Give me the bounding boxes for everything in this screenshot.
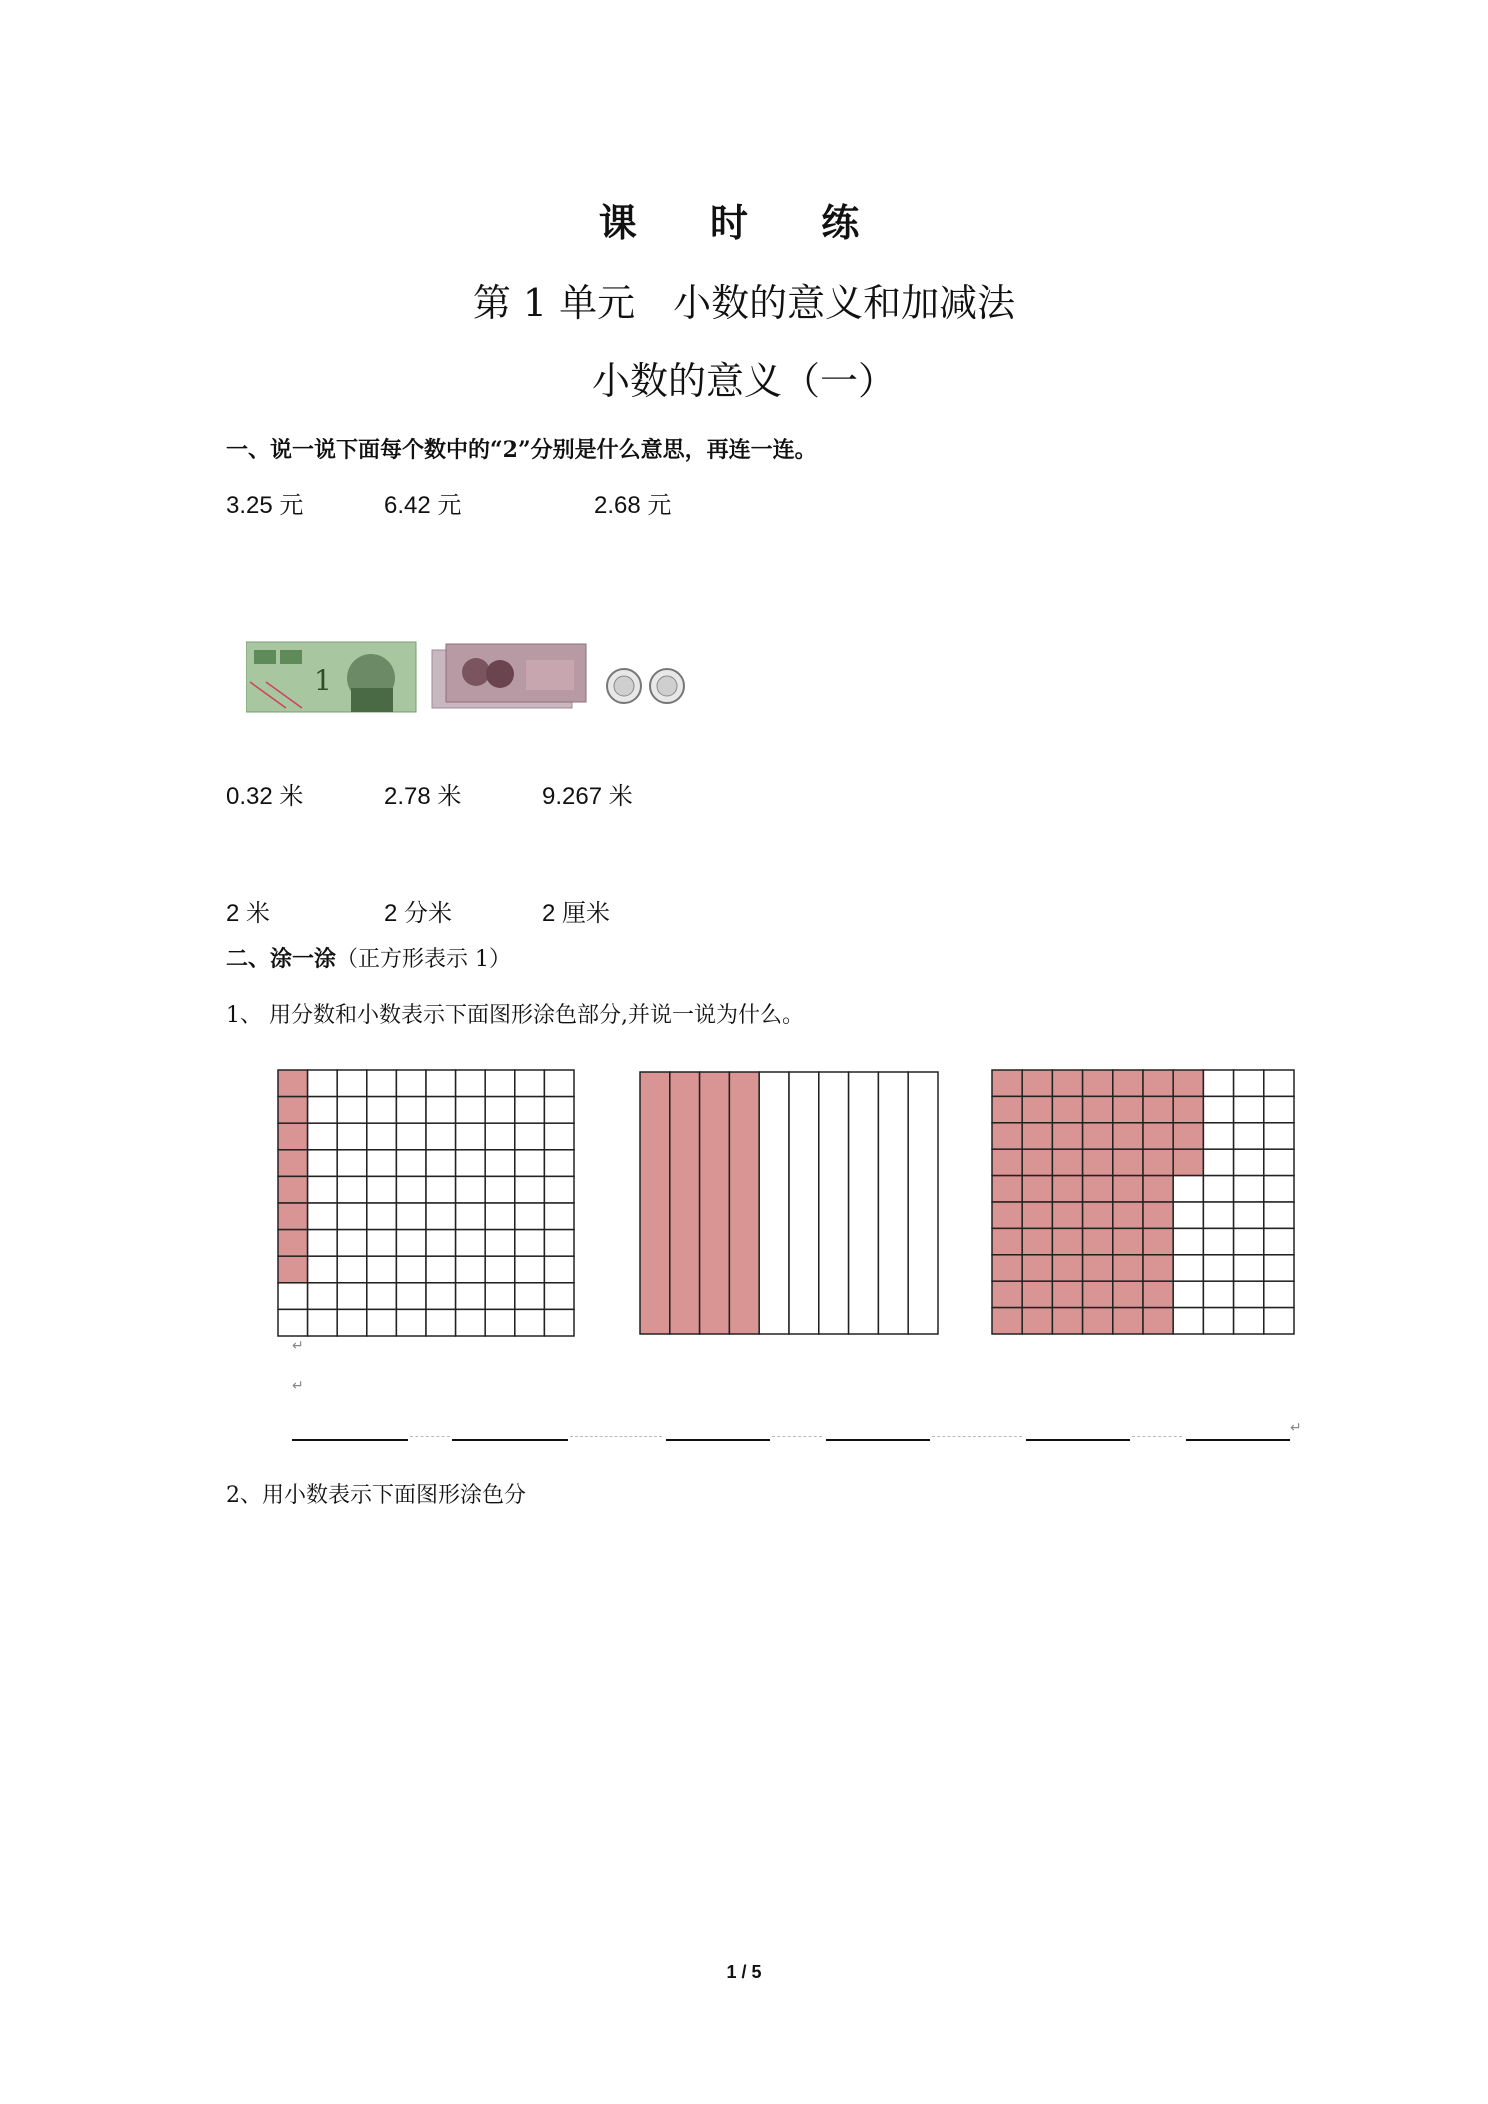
grid-cell	[1052, 1070, 1082, 1096]
grid-cell	[426, 1176, 456, 1203]
grid-cell	[1113, 1202, 1143, 1228]
grid-cell	[1264, 1202, 1294, 1228]
grid-cell	[1083, 1176, 1113, 1202]
grid-cell	[456, 1230, 486, 1257]
strip-cell	[819, 1072, 849, 1334]
grid-cell	[278, 1230, 308, 1257]
grid-cell	[1143, 1096, 1173, 1122]
grid-cell	[1203, 1308, 1233, 1334]
grid-cell	[1234, 1176, 1264, 1202]
dotted-leader	[410, 1436, 450, 1437]
grid-cell	[1203, 1228, 1233, 1254]
grid-cell	[367, 1176, 397, 1203]
answer-blank-2[interactable]	[452, 1438, 568, 1441]
grid-figure-3	[992, 1070, 1294, 1334]
grid-cell	[278, 1309, 308, 1336]
grid-cell	[456, 1097, 486, 1124]
dotted-leader	[932, 1436, 1022, 1437]
grid-cell	[485, 1070, 515, 1097]
grid-cell	[992, 1176, 1022, 1202]
grid-cell	[992, 1149, 1022, 1175]
grid-cell	[1083, 1202, 1113, 1228]
grid-cell	[396, 1309, 426, 1336]
answer-blank-5[interactable]	[1026, 1438, 1130, 1441]
grid-cell	[992, 1308, 1022, 1334]
grid-cell	[337, 1256, 367, 1283]
grid-cell	[1173, 1149, 1203, 1175]
grid-cell	[396, 1203, 426, 1230]
grid-cell	[426, 1203, 456, 1230]
grid-cell	[1264, 1281, 1294, 1307]
grid-cell	[1173, 1096, 1203, 1122]
grid-cell	[1264, 1123, 1294, 1149]
grid-cell	[456, 1256, 486, 1283]
page-title: 课 时 练	[598, 200, 890, 245]
grid-cell	[1264, 1096, 1294, 1122]
grid-cell	[396, 1176, 426, 1203]
grid-cell	[1083, 1070, 1113, 1096]
question-1: 1、 用分数和小数表示下面图形涂色部分,并说一说为什么。	[226, 1003, 804, 1028]
grid-cell	[367, 1203, 397, 1230]
strip-cell	[878, 1072, 908, 1334]
grid-cell	[992, 1281, 1022, 1307]
dotted-leader	[772, 1436, 822, 1437]
grid-cell	[1052, 1176, 1082, 1202]
answer-blank-3[interactable]	[666, 1438, 770, 1441]
grid-cell	[992, 1070, 1022, 1096]
grid-cell	[456, 1070, 486, 1097]
grid-cell	[1143, 1176, 1173, 1202]
unit-value-2: 2 分米	[384, 900, 453, 927]
grid-cell	[992, 1096, 1022, 1122]
grid-cell	[992, 1202, 1022, 1228]
grid-cell	[308, 1123, 338, 1150]
grid-cell	[367, 1230, 397, 1257]
grid-cell	[367, 1309, 397, 1336]
grid-cell	[1113, 1176, 1143, 1202]
grid-cell	[1234, 1123, 1264, 1149]
answer-blank-6[interactable]	[1186, 1438, 1290, 1441]
grid-cell	[485, 1256, 515, 1283]
grid-cell	[1143, 1255, 1173, 1281]
lesson-title: 小数的意义（一）	[591, 359, 896, 403]
grid-cell	[544, 1097, 574, 1124]
grid-cell	[515, 1097, 545, 1124]
grid-cell	[515, 1283, 545, 1310]
grid-cell	[308, 1309, 338, 1336]
grid-cell	[1234, 1281, 1264, 1307]
length-value-3: 9.267 米	[542, 783, 633, 810]
grid-cell	[485, 1097, 515, 1124]
grid-cell	[515, 1123, 545, 1150]
grid-cell	[485, 1203, 515, 1230]
grid-cell	[1143, 1123, 1173, 1149]
grid-cell	[1083, 1255, 1113, 1281]
grid-cell	[515, 1150, 545, 1177]
grid-cell	[1203, 1176, 1233, 1202]
grid-cell	[1143, 1070, 1173, 1096]
grid-cell	[1113, 1123, 1143, 1149]
grid-cell	[515, 1176, 545, 1203]
grid-cell	[308, 1203, 338, 1230]
length-value-2: 2.78 米	[384, 783, 462, 810]
grid-cell	[544, 1176, 574, 1203]
grid-cell	[515, 1070, 545, 1097]
grid-cell	[1264, 1228, 1294, 1254]
grid-cell	[456, 1150, 486, 1177]
money-value-2: 6.42 元	[384, 492, 462, 519]
question-2: 2、用小数表示下面图形涂色分	[226, 1483, 526, 1508]
grid-cell	[1083, 1228, 1113, 1254]
grid-cell	[992, 1228, 1022, 1254]
grid-cell	[1113, 1070, 1143, 1096]
grid-cell	[1173, 1123, 1203, 1149]
grid-cell	[426, 1230, 456, 1257]
grid-cell	[1173, 1070, 1203, 1096]
grid-cell	[337, 1123, 367, 1150]
grid-cell	[1113, 1308, 1143, 1334]
strip-cell	[729, 1072, 759, 1334]
answer-blank-1[interactable]	[292, 1438, 408, 1441]
grid-cell	[1052, 1228, 1082, 1254]
grid-cell	[337, 1309, 367, 1336]
grid-cell	[396, 1150, 426, 1177]
grid-cell	[1143, 1228, 1173, 1254]
grid-cell	[1052, 1202, 1082, 1228]
grid-cell	[308, 1097, 338, 1124]
strip-figure-2	[640, 1072, 938, 1334]
strip-cell	[908, 1072, 938, 1334]
grid-cell	[367, 1256, 397, 1283]
grid-cell	[485, 1230, 515, 1257]
grid-cell	[1234, 1308, 1264, 1334]
grid-cell	[1173, 1255, 1203, 1281]
grid-cell	[544, 1230, 574, 1257]
grid-cell	[426, 1097, 456, 1124]
grid-cell	[308, 1256, 338, 1283]
grid-cell	[544, 1070, 574, 1097]
grid-cell	[278, 1256, 308, 1283]
grid-cell	[1113, 1228, 1143, 1254]
grid-cell	[515, 1230, 545, 1257]
grid-cell	[1264, 1308, 1294, 1334]
grid-cell	[1022, 1202, 1052, 1228]
grid-cell	[1143, 1202, 1173, 1228]
strip-cell	[849, 1072, 879, 1334]
grid-cell	[515, 1203, 545, 1230]
grid-cell	[1052, 1308, 1082, 1334]
grid-cell	[1234, 1202, 1264, 1228]
page-number: 1 / 5	[726, 1962, 762, 1982]
grid-cell	[1022, 1228, 1052, 1254]
unit-value-1: 2 米	[226, 900, 271, 927]
grid-cell	[1022, 1255, 1052, 1281]
grid-cell	[515, 1256, 545, 1283]
grid-cell	[1022, 1123, 1052, 1149]
grid-cell	[1234, 1255, 1264, 1281]
grid-cell	[1264, 1176, 1294, 1202]
svg-text:1: 1	[314, 664, 332, 697]
grid-cell	[456, 1203, 486, 1230]
grid-cell	[337, 1097, 367, 1124]
grid-cell	[1143, 1281, 1173, 1307]
length-value-1: 0.32 米	[226, 783, 304, 810]
grid-cell	[1203, 1096, 1233, 1122]
grid-cell	[426, 1309, 456, 1336]
grid-figure-1	[278, 1070, 574, 1336]
strip-cell	[640, 1072, 670, 1334]
grid-cell	[278, 1150, 308, 1177]
grid-cell	[396, 1256, 426, 1283]
section2-heading-note: （正方形表示 1）	[336, 947, 512, 972]
grid-cell	[1022, 1070, 1052, 1096]
grid-cell	[367, 1283, 397, 1310]
grid-cell	[278, 1097, 308, 1124]
grid-cell	[278, 1070, 308, 1097]
strip-cell	[670, 1072, 700, 1334]
grid-cell	[396, 1283, 426, 1310]
grid-cell	[337, 1070, 367, 1097]
grid-cell	[308, 1230, 338, 1257]
grid-cell	[1052, 1096, 1082, 1122]
section2-heading-bold: 二、涂一涂	[226, 946, 337, 972]
grid-cell	[337, 1203, 367, 1230]
grid-cell	[1234, 1149, 1264, 1175]
grid-cell	[485, 1123, 515, 1150]
grid-cell	[426, 1150, 456, 1177]
grid-cell	[1234, 1070, 1264, 1096]
grid-cell	[337, 1230, 367, 1257]
unit-title: 第 1 单元 小数的意义和加减法	[472, 281, 1016, 325]
grid-cell	[1113, 1255, 1143, 1281]
grid-cell	[367, 1150, 397, 1177]
grid-cell	[1083, 1149, 1113, 1175]
grid-cell	[544, 1309, 574, 1336]
grid-cell	[544, 1150, 574, 1177]
grid-cell	[1203, 1070, 1233, 1096]
money-value-1: 3.25 元	[226, 492, 304, 519]
grid-cell	[1083, 1123, 1113, 1149]
grid-cell	[1203, 1202, 1233, 1228]
grid-cell	[1052, 1255, 1082, 1281]
grid-cell	[396, 1097, 426, 1124]
dotted-leader	[1132, 1436, 1182, 1437]
grid-cell	[278, 1123, 308, 1150]
dotted-leader	[570, 1436, 662, 1437]
grid-cell	[426, 1256, 456, 1283]
grid-cell	[1264, 1149, 1294, 1175]
grid-cell	[426, 1070, 456, 1097]
grid-cell	[396, 1230, 426, 1257]
return-mark-icon: ↵	[1290, 1420, 1302, 1436]
grid-cell	[396, 1070, 426, 1097]
grid-cell	[515, 1309, 545, 1336]
grid-cell	[367, 1123, 397, 1150]
grid-cell	[1022, 1176, 1052, 1202]
grid-cell	[1083, 1096, 1113, 1122]
grid-cell	[544, 1203, 574, 1230]
grid-cell	[1113, 1281, 1143, 1307]
grid-cell	[278, 1203, 308, 1230]
grid-cell	[1113, 1149, 1143, 1175]
grid-cell	[1203, 1255, 1233, 1281]
grid-cell	[544, 1256, 574, 1283]
return-mark-icon: ↵	[292, 1338, 304, 1354]
grid-cell	[1173, 1202, 1203, 1228]
grid-cell	[1052, 1123, 1082, 1149]
grid-cell	[1022, 1308, 1052, 1334]
grid-cell	[1264, 1255, 1294, 1281]
grid-cell	[337, 1176, 367, 1203]
grid-cell	[1234, 1228, 1264, 1254]
grid-cell	[308, 1070, 338, 1097]
grid-cell	[485, 1176, 515, 1203]
grid-cell	[426, 1283, 456, 1310]
grid-cell	[1052, 1149, 1082, 1175]
return-mark-icon: ↵	[292, 1378, 304, 1394]
grid-cell	[456, 1123, 486, 1150]
grid-cell	[396, 1123, 426, 1150]
strip-cell	[789, 1072, 819, 1334]
grid-cell	[1022, 1096, 1052, 1122]
grid-cell	[426, 1123, 456, 1150]
grid-cell	[308, 1150, 338, 1177]
grid-cell	[308, 1283, 338, 1310]
grid-cell	[1173, 1308, 1203, 1334]
grid-cell	[1264, 1070, 1294, 1096]
grid-cell	[1022, 1281, 1052, 1307]
grid-cell	[337, 1150, 367, 1177]
grid-cell	[367, 1097, 397, 1124]
grid-cell	[456, 1309, 486, 1336]
grid-cell	[1083, 1281, 1113, 1307]
grid-cell	[337, 1283, 367, 1310]
unit-value-3: 2 厘米	[542, 900, 611, 927]
grid-cell	[367, 1070, 397, 1097]
strip-cell	[759, 1072, 789, 1334]
money-value-3: 2.68 元	[594, 492, 672, 519]
grid-cell	[485, 1283, 515, 1310]
grid-cell	[485, 1150, 515, 1177]
grid-cell	[1083, 1308, 1113, 1334]
grid-cell	[1203, 1281, 1233, 1307]
grid-cell	[1022, 1149, 1052, 1175]
grid-cell	[992, 1255, 1022, 1281]
grid-cell	[1143, 1308, 1173, 1334]
grid-cell	[992, 1123, 1022, 1149]
grid-cell	[278, 1176, 308, 1203]
grid-cell	[1052, 1281, 1082, 1307]
grid-cell	[485, 1309, 515, 1336]
grid-cell	[544, 1123, 574, 1150]
grid-cell	[1203, 1149, 1233, 1175]
grid-cell	[278, 1283, 308, 1310]
grid-cell	[544, 1283, 574, 1310]
grid-cell	[308, 1176, 338, 1203]
section1-heading: 一、说一说下面每个数中的“2”分别是什么意思，再连一连。	[226, 437, 817, 463]
strip-cell	[700, 1072, 730, 1334]
answer-blank-4[interactable]	[826, 1438, 930, 1441]
grid-cell	[1203, 1123, 1233, 1149]
grid-cell	[1173, 1228, 1203, 1254]
grid-cell	[1173, 1176, 1203, 1202]
grid-cell	[456, 1176, 486, 1203]
grid-cell	[1113, 1096, 1143, 1122]
grid-cell	[1173, 1281, 1203, 1307]
grid-cell	[456, 1283, 486, 1310]
grid-cell	[1143, 1149, 1173, 1175]
grid-cell	[1234, 1096, 1264, 1122]
